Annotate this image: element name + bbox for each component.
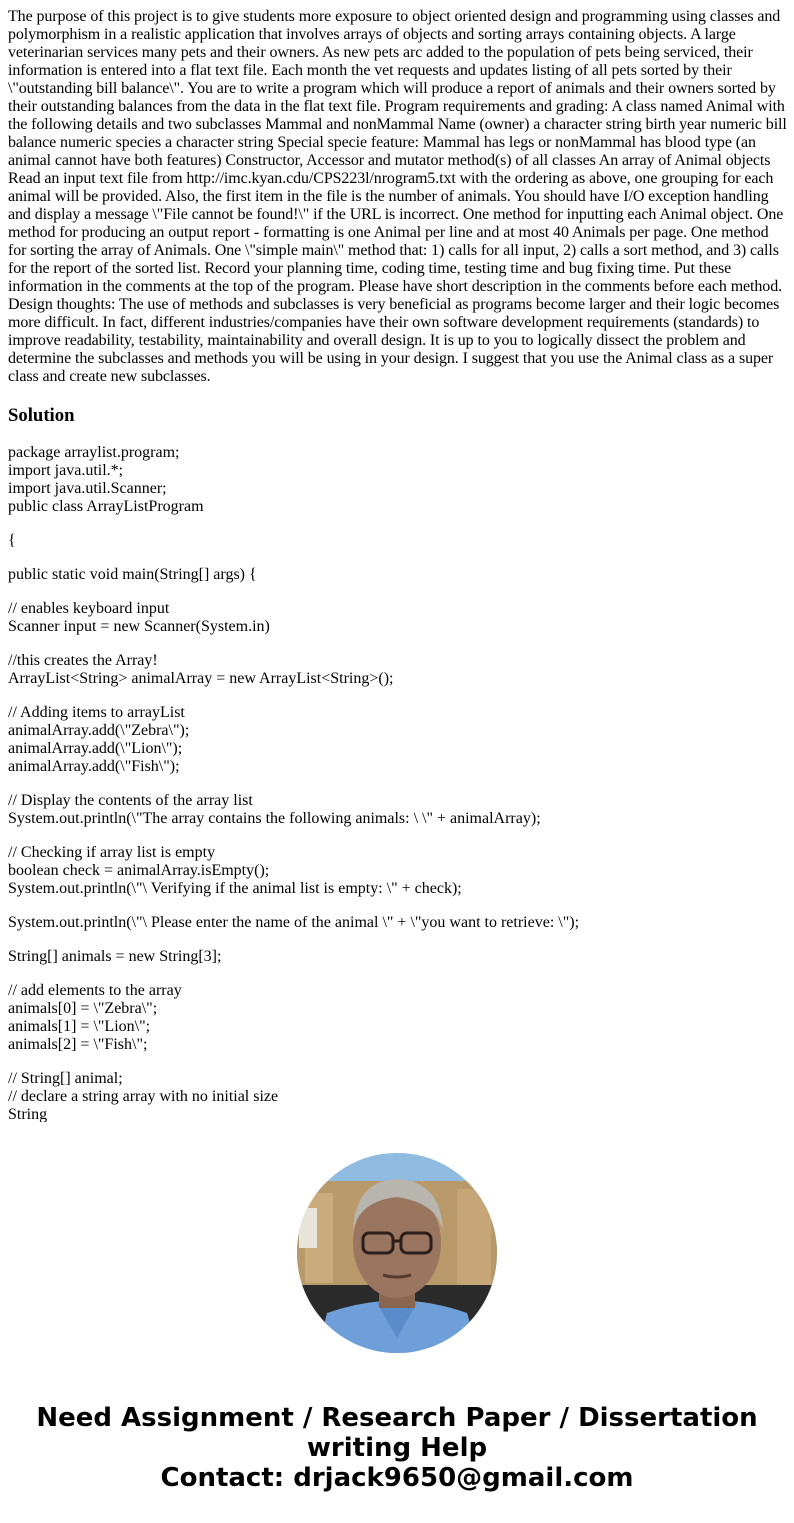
code-gap [8, 550, 788, 566]
code-gap [8, 932, 788, 948]
solution-code [8, 444, 788, 1122]
code-line: // Checking if array list is empty [8, 844, 216, 861]
code-line: package arraylist.program; [8, 444, 180, 461]
code-line: System.out.println(\"\ Please enter the name of the animal \" + \"you want to retrieve: \"); [8, 914, 580, 931]
code-line: animalArray.add(\"Lion\"); [8, 740, 183, 757]
code-gap [8, 1054, 788, 1070]
code-line: animalArray.add(\"Fish\"); [8, 758, 180, 775]
code-gap [8, 966, 788, 982]
code-gap [8, 636, 788, 652]
code-line: ArrayList<String> animalArray = new ArrayList<String>(); [8, 670, 394, 687]
person-photo-icon [297, 1153, 497, 1353]
code-line: import java.util.*; [8, 462, 124, 479]
promo-banner [0, 1403, 794, 1493]
code-gap [8, 828, 788, 844]
code-line: String [8, 1106, 48, 1122]
code-line: // Display the contents of the array list [8, 792, 253, 809]
code-line: System.out.println(\"\ Verifying if the animal list is empty: \" + check); [8, 880, 462, 897]
code-gap [8, 898, 788, 914]
code-line: animalArray.add(\"Zebra\"); [8, 722, 190, 739]
promo-line-2: writing Help [306, 1433, 488, 1463]
code-line: boolean check = animalArray.isEmpty(); [8, 862, 270, 879]
question-text: The purpose of this project is to give students more exposure to object oriented design and programming using classes and polymorphism in a realistic application that involves arrays of objects and sorting arrays containing objects. A large veterinarian services many pets and their owners. As new pets arc added to the population of pets being serviced, their information is entered into a flat text file. Each month the vet requests and updates listing of all pets sorted by their \"outstanding bill balance\". You are to write a program which will produce a report of animals and their owners sorted by their outstanding balances from the data in the flat text file. Program requirements and grading: A class named Animal with the following details and two subclasses Mammal and nonMammal Name (owner) a character string birth year numeric bill balance numeric species a character string Special specie feature: Mammal has legs or nonMammal has blood type (an animal cannot have both features) Constructor, Accessor and mutator method(s) of all classes An array of Animal objects Read an input text file from http://imc.kyan.cdu/CPS223l/nrogram5.txt with the ordering as above, one grouping for each animal will be provided. Also, the first item in the file is the number of animals. You should have I/O exception handling and display a message \"File cannot be found!\" if the URL is incorrect. One method for inputting each Animal object. One method for producing an output report - formatting is one Animal per line and at most 40 Animals per page. One method for sorting the array of Animals. One \"simple main\" method that: 1) calls for all input, 2) calls a sort method, and 3) calls for the report of the sorted list. Record your planning time, coding time, testing time and bug fixing time. Put these information in the comments at the top of the program. Please have short description in the comments before each method. Design thoughts: The use of methods and subclasses is very beneficial as programs become larger and their logic becomes more difficult. In fact, different industries/companies have their own software development requirements (standards) to improve readability, testability, maintainability and overall design. It is up to you to logically dissect the problem and determine the subclasses and methods you will be using in your design. I suggest that you use the Animal class as a super class and create new subclasses. [8, 8, 787, 385]
promo-contact: Contact: drjack9650@gmail.com [160, 1463, 634, 1493]
code-line: // declare a string array with no initial size [8, 1088, 279, 1105]
promo-line-1: Need Assignment / Research Paper / Dissertation [36, 1403, 758, 1433]
code-line: animals[1] = \"Lion\"; [8, 1018, 151, 1035]
code-line: // add elements to the array [8, 982, 182, 999]
code-line: animals[2] = \"Fish\"; [8, 1036, 148, 1053]
code-line: // Adding items to arrayList [8, 704, 185, 721]
code-line: public class ArrayListProgram [8, 498, 204, 515]
code-gap [8, 516, 788, 532]
code-gap [8, 688, 788, 704]
code-line: animals[0] = \"Zebra\"; [8, 1000, 158, 1017]
code-line: { [8, 532, 16, 549]
code-line: Scanner input = new Scanner(System.in) [8, 618, 270, 635]
code-line: // String[] animal; [8, 1070, 123, 1087]
code-line: public static void main(String[] args) { [8, 566, 257, 583]
author-avatar [297, 1153, 497, 1353]
code-line: System.out.println(\"The array contains the following animals: \ \" + animalArray); [8, 810, 541, 827]
code-gap [8, 584, 788, 600]
code-line: //this creates the Array! [8, 652, 158, 669]
code-line: import java.util.Scanner; [8, 480, 167, 497]
code-line: // enables keyboard input [8, 600, 170, 617]
code-line: String[] animals = new String[3]; [8, 948, 222, 965]
solution-heading: Solution [8, 405, 75, 426]
code-gap [8, 776, 788, 792]
